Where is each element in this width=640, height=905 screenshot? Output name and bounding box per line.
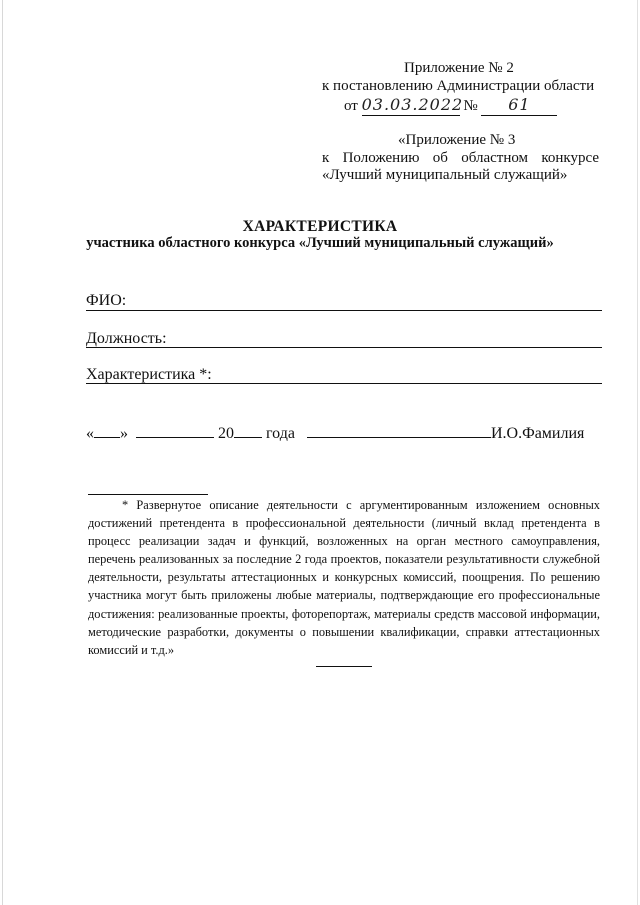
date-field xyxy=(361,95,464,116)
signatory-name: И.О.Фамилия xyxy=(490,425,585,442)
footnote-separator xyxy=(88,494,208,495)
field-characteristic-line xyxy=(86,383,602,384)
day-blank xyxy=(94,437,120,438)
document-title: ХАРАКТЕРИСТИКА xyxy=(242,218,398,235)
year-suffix: года xyxy=(266,425,295,442)
inner-appendix-line-1: «Приложение № 3 xyxy=(398,132,516,148)
appendix-date-line xyxy=(344,95,557,116)
date-handwritten: 03.03.2022 xyxy=(361,95,464,114)
inner-appendix-line-2: к Положению об областном конкурсе xyxy=(322,150,599,166)
end-rule xyxy=(316,666,372,667)
scan-edge-left xyxy=(2,0,3,905)
appendix-line-1: Приложение № 2 xyxy=(404,60,514,76)
field-characteristic-label: Характеристика *: xyxy=(86,366,212,383)
field-position-label: Должность: xyxy=(86,330,167,347)
inner-appendix-line-3: «Лучший муниципальный служащий» xyxy=(322,167,568,183)
number-field xyxy=(481,95,557,116)
signature-blank xyxy=(307,437,491,438)
month-blank xyxy=(136,437,214,438)
number-handwritten: 61 xyxy=(508,95,531,114)
field-fio-line xyxy=(86,310,602,311)
field-position-line xyxy=(86,347,602,348)
date-quote-open: « xyxy=(86,425,94,442)
appendix-line-2: к постановлению Администрации области xyxy=(322,78,595,94)
year-prefix: 20 xyxy=(218,425,234,442)
date-quote-close: » xyxy=(120,425,128,442)
year-blank xyxy=(234,437,262,438)
field-fio-label: ФИО: xyxy=(86,292,127,309)
scan-edge-right xyxy=(637,0,638,905)
signature-line xyxy=(86,425,584,443)
date-prefix: от xyxy=(344,98,358,114)
document-subtitle: участника областного конкурса «Лучший муниципальный служащий» xyxy=(86,235,554,251)
footnote-text: * Развернутое описание деятельности с аргументированным изложением основных достижений претендента в профессиональной деятельности (личный вклад претендента в процесс реализации задач и функций, возложенных на орган местного самоуправления, перечень реализованных за последние 2 года проектов, показатели результативности служебной деятельности, результаты аттестационных и конкурсных комиссий, поощрения. По решению участника могут быть приложены любые материалы, подтверждающие его профессиональные достижения: реализованные проекты, фоторепортаж, материалы средств массовой информации, методические разработки, документы о повышении квалификации, справки аттестационных комиссий и т.д.» xyxy=(88,498,600,657)
number-prefix: № xyxy=(463,98,478,114)
